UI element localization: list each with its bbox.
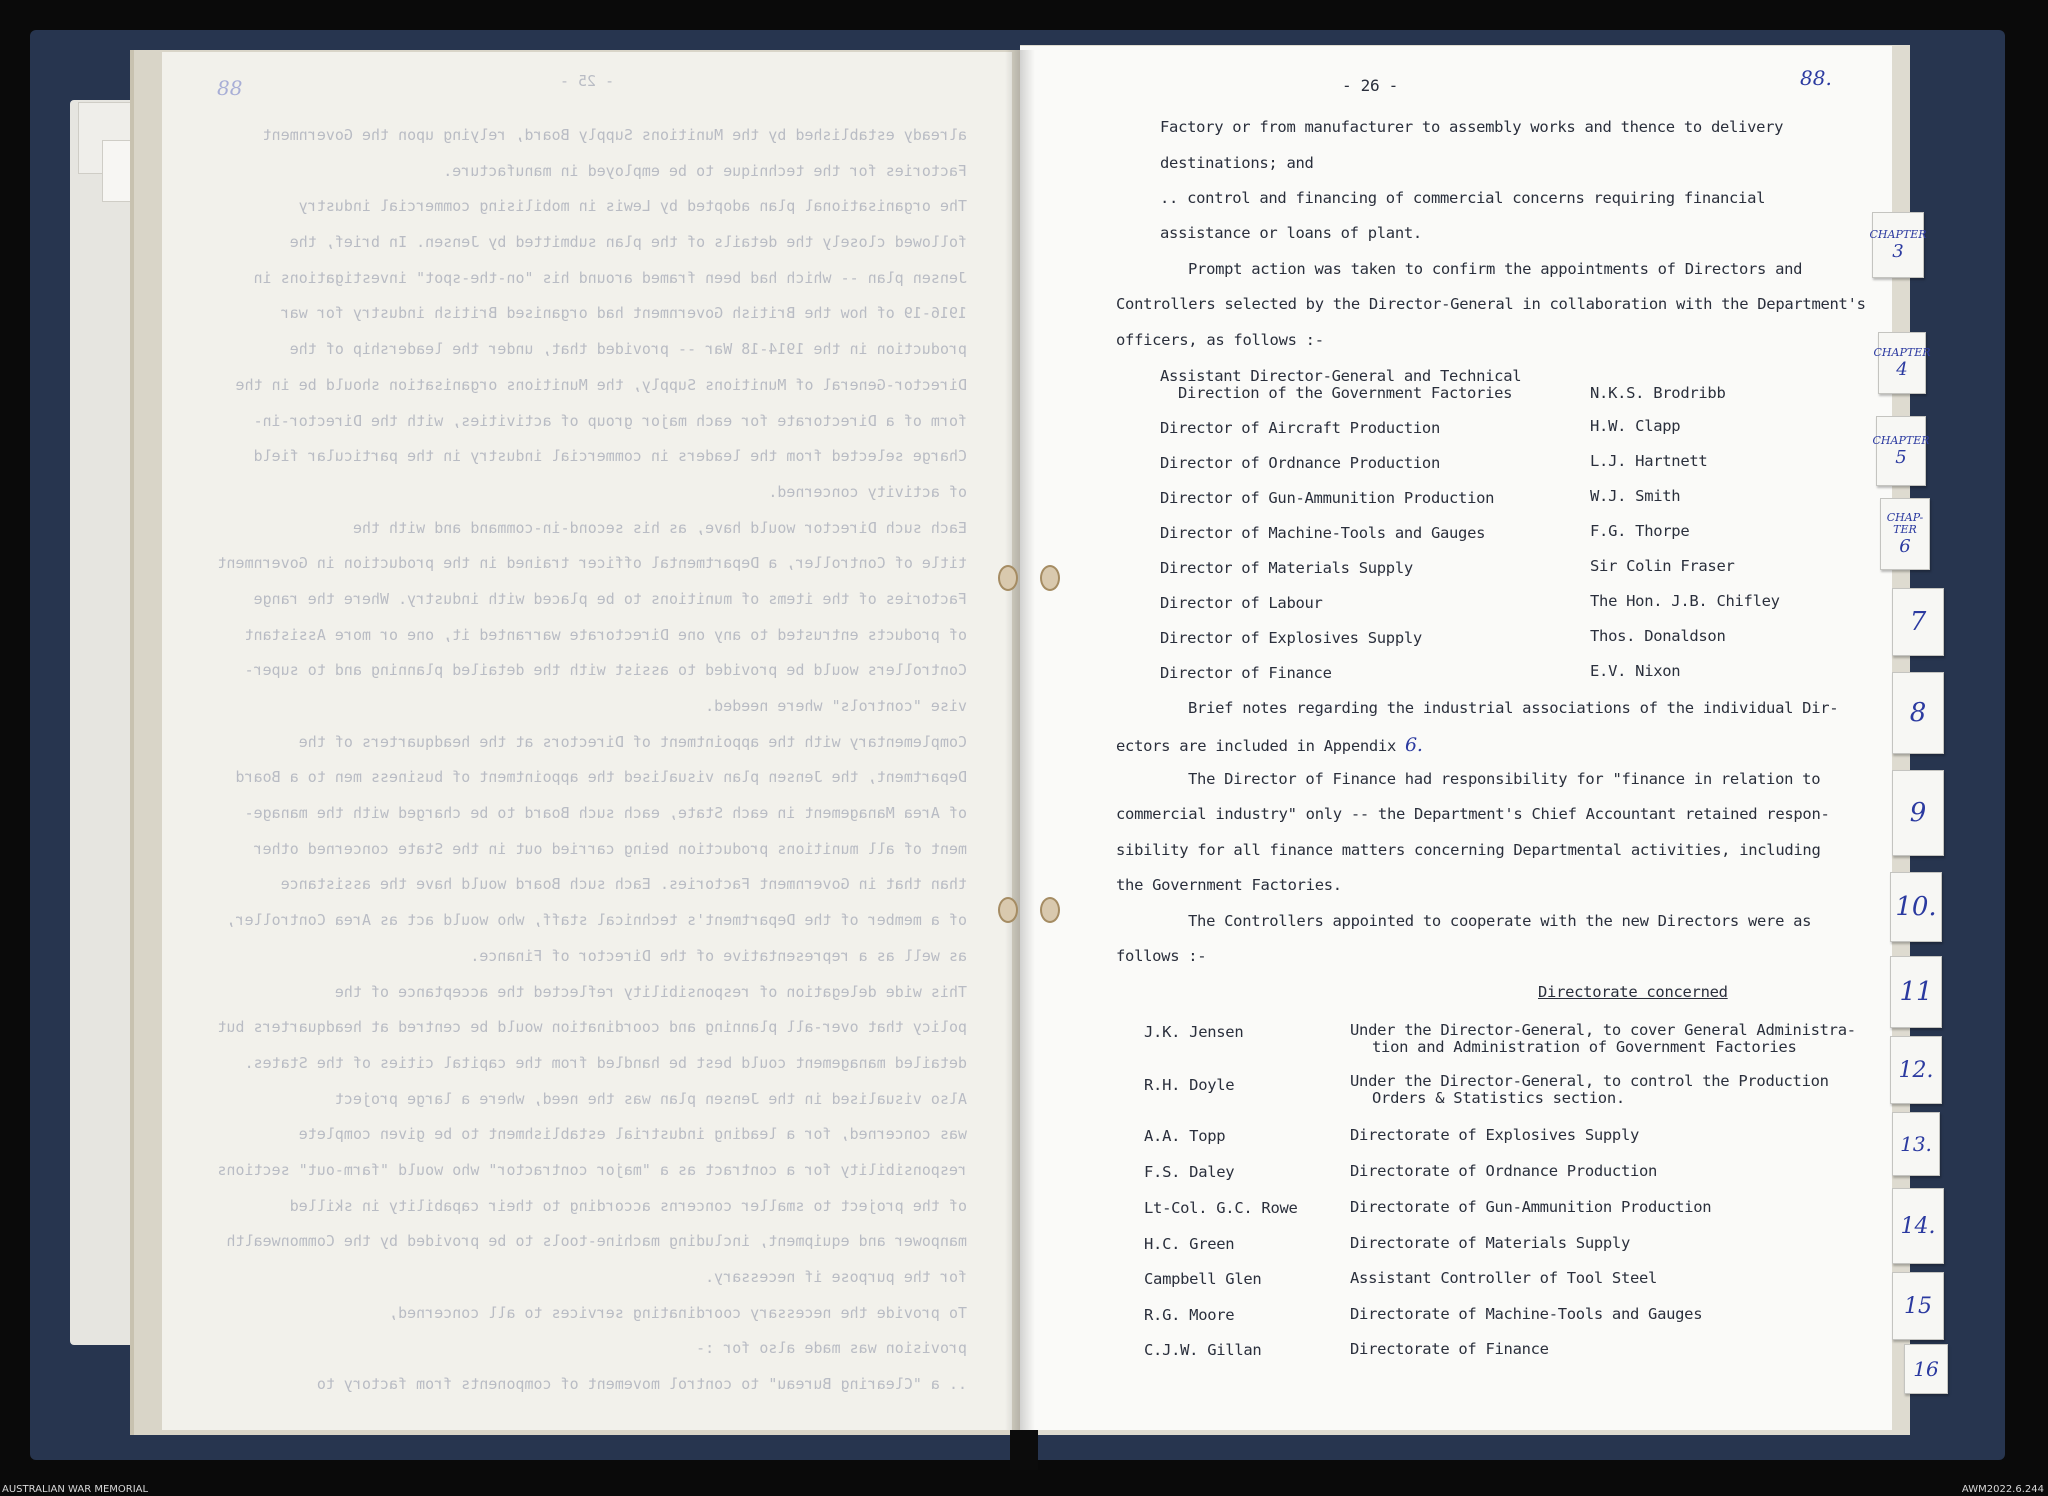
tab-label-number: 7 (1909, 607, 1927, 637)
director-title: Assistant Director-General and Technical (1160, 367, 1522, 385)
tab-label-number: 16 (1913, 1357, 1939, 1381)
tab-chapter-14[interactable] (1892, 1188, 1944, 1264)
tab-label-number: 14. (1900, 1213, 1936, 1239)
archive-reference: AWM2022.6.244 (1961, 1484, 2044, 1495)
director-title: Director of Labour (1160, 594, 1323, 612)
tab-chapter-12[interactable] (1890, 1036, 1942, 1104)
director-title: Director of Materials Supply (1160, 559, 1413, 577)
left-page-line: 1916-19 of how the British Government had organised British industry for war (280, 304, 967, 323)
tab-label-top: CHAPTER (1872, 433, 1930, 447)
left-page-line: of the project to smaller concerns according to their capability in skilled (289, 1196, 967, 1215)
controller-name: F.S. Daley (1144, 1163, 1235, 1181)
tab-label-number: 15 (1904, 1293, 1932, 1319)
controller-name: R.G. Moore (1144, 1306, 1235, 1324)
controller-name: J.K. Jensen (1144, 1023, 1244, 1041)
director-name: F.G. Thorpe (1590, 522, 1690, 540)
left-page-line: This wide delegation of responsibility reflected the acceptance of the (334, 982, 967, 1001)
tab-label-number: 10. (1895, 892, 1937, 922)
tab-chapter-11[interactable] (1890, 956, 1942, 1028)
tab-label-top: CHAPTER (1869, 227, 1927, 241)
left-page-line: detailed management could best be handled from the capital cities of the States. (244, 1053, 967, 1072)
left-page-line: Also visualised in the Jensen plan was the need, where a large project (334, 1089, 967, 1108)
intro-line: destinations; and (1160, 154, 1314, 172)
left-page-line: than that in Government Factories. Each such Board would have the assistance (280, 875, 967, 894)
tab-label-number: 13. (1900, 1132, 1932, 1156)
tab-label-top: CHAP-TER (1886, 510, 1924, 536)
left-page-line: production in the 1914-18 War -- provided that, under the leadership of the (289, 340, 967, 359)
finance-line: sibility for all finance matters concerning Departmental activities, including (1116, 841, 1821, 859)
controller-directorate: Directorate of Ordnance Production (1350, 1162, 1658, 1180)
controller-name: Lt-Col. G.C. Rowe (1144, 1199, 1298, 1217)
punch-hole (1040, 897, 1060, 923)
left-page-line: Factories for the technique to be employed in manufacture. (443, 161, 967, 180)
intro-line: Factory or from manufacturer to assembly works and thence to delivery (1160, 118, 1784, 136)
director-title-continued: Direction of the Government Factories (1178, 384, 1513, 402)
tab-label-number: 11 (1899, 977, 1933, 1007)
controllers-intro-line: The Controllers appointed to cooperate with the new Directors were as (1188, 912, 1812, 930)
controller-directorate: Under the Director-General, to cover General Administra- (1350, 1021, 1856, 1039)
director-name: L.J. Hartnett (1590, 452, 1708, 470)
director-name: W.J. Smith (1590, 487, 1681, 505)
left-page-lines (197, 118, 967, 1403)
controller-directorate: Directorate of Gun-Ammunition Production (1350, 1198, 1712, 1216)
left-page-line: as well as a representative of the Director of Finance. (470, 946, 967, 965)
left-page-line: of products entrusted to any one Directorate warranted it, one or more Assistant (244, 625, 967, 644)
controller-directorate: Directorate of Machine-Tools and Gauges (1350, 1305, 1703, 1323)
director-title: Director of Machine-Tools and Gauges (1160, 524, 1486, 542)
left-page-line: manpower and equipment, including machine-tools to be provided by the Commonwealth (226, 1232, 967, 1251)
controller-name: A.A. Topp (1144, 1127, 1226, 1145)
tab-chapter-3[interactable] (1869, 212, 1927, 278)
left-page-line: Factories of the items of munitions to be placed with industry. Where the range (253, 589, 967, 608)
tab-chapter-10[interactable] (1890, 872, 1942, 942)
director-name: H.W. Clapp (1590, 417, 1681, 435)
right-page-number: - 26 - (1342, 76, 1398, 95)
left-page-bleed-through (162, 52, 1012, 1430)
director-name: Sir Colin Fraser (1590, 557, 1735, 575)
left-page-line: responsibility for a contract as a "major contractor" who would "farm-out" sections (217, 1160, 967, 1179)
controller-directorate-continued: tion and Administration of Government Factories (1372, 1038, 1797, 1056)
tab-chapter-15[interactable] (1892, 1272, 1944, 1340)
director-name: Thos. Donaldson (1590, 627, 1726, 645)
tab-label-top: CHAPTER (1873, 345, 1931, 359)
controller-directorate: Directorate of Explosives Supply (1350, 1126, 1640, 1144)
left-page-line: Charge selected from the leaders in commercial industry in the particular field (253, 447, 967, 466)
appendix-number: 6. (1405, 734, 1423, 756)
director-name: E.V. Nixon (1590, 662, 1681, 680)
bookmark-ribbon (1010, 1430, 1038, 1470)
brief-notes-line (1116, 734, 1423, 756)
intro-line: assistance or loans of plant. (1160, 224, 1422, 242)
left-page-line: ment of all munitions production being carried out in the State concerned other (253, 839, 967, 858)
director-title: Director of Ordnance Production (1160, 454, 1440, 472)
left-page-line: The organisational plan adopted by Lewis in mobilising commercial industry (298, 197, 967, 216)
controller-name: R.H. Doyle (1144, 1076, 1235, 1094)
prompt-line: Controllers selected by the Director-General in collaboration with the Department's (1116, 295, 1866, 313)
tab-chapter-4[interactable] (1873, 332, 1931, 394)
prompt-line: officers, as follows :- (1116, 331, 1324, 349)
finance-line: the Government Factories. (1116, 876, 1342, 894)
tab-label-number: 9 (1909, 798, 1927, 828)
left-page-line: followed closely the details of the plan submitted by Jensen. In brief, the (289, 233, 967, 252)
director-title: Director of Aircraft Production (1160, 419, 1440, 437)
tab-label-number: 4 (1896, 358, 1908, 380)
left-page-line: Director-General of Munitions Supply, the Munitions organisation should be in the (235, 375, 967, 394)
left-handwritten-folio: 88 (217, 76, 243, 100)
left-page-line: of Area Management in each State, each such Board to be charged with the manage- (244, 804, 967, 823)
prompt-line: Prompt action was taken to confirm the appointments of Directors and (1188, 260, 1803, 278)
tab-chapter-16[interactable] (1904, 1344, 1948, 1394)
tab-chapter-8[interactable] (1892, 672, 1944, 754)
director-title: Director of Gun-Ammunition Production (1160, 489, 1495, 507)
tab-chapter-9[interactable] (1892, 770, 1944, 856)
brief-notes-line: Brief notes regarding the industrial associations of the individual Dir- (1188, 699, 1839, 717)
left-page-line: Complementary with the appointment of Directors at the headquarters of the (298, 732, 967, 751)
left-page-line: of activity concerned. (768, 482, 967, 501)
tab-label-number: 8 (1909, 698, 1927, 728)
director-name: N.K.S. Brodribb (1590, 384, 1726, 402)
controller-directorate: Under the Director-General, to control the Production (1350, 1072, 1829, 1090)
left-page-line: .. a "Clearing Bureau" to control movement of components from factory to (316, 1375, 967, 1394)
tab-chapter-5[interactable] (1872, 416, 1930, 486)
intro-line: .. control and financing of commercial concerns requiring financial (1160, 189, 1766, 207)
tab-chapter-13[interactable] (1892, 1112, 1940, 1176)
punch-hole (1040, 565, 1060, 591)
left-page-line: for the purpose if necessary. (705, 1268, 967, 1286)
controller-directorate: Directorate of Finance (1350, 1340, 1549, 1358)
left-page-line: title of Controller, a Departmental officer trained in the production in Government (217, 554, 967, 573)
left-page-line: vise "controls" where needed. (705, 697, 967, 715)
finance-line: The Director of Finance had responsibility for "finance in relation to (1188, 770, 1821, 788)
left-page-line: provision was made also for :- (696, 1339, 967, 1358)
controller-name: Campbell Glen (1144, 1270, 1262, 1288)
directorate-header: Directorate concerned (1538, 983, 1728, 1001)
tab-label-number: 12. (1898, 1057, 1934, 1083)
left-page-line: Controllers would be provided to assist with the detailed planning and to super- (244, 661, 967, 680)
tab-label-number: 6 (1899, 535, 1911, 557)
controller-directorate: Directorate of Materials Supply (1350, 1234, 1630, 1252)
left-page-line: Each such Director would have, as his second-in-command and with the (352, 518, 967, 537)
director-name: The Hon. J.B. Chifley (1590, 592, 1780, 610)
left-page-line: policy that over-all planning and coordination would be centred at headquarters but (217, 1018, 967, 1037)
left-page-line: Department, the Jensen plan visualised the appointment of business men to a Board (235, 768, 967, 787)
punch-hole (998, 565, 1018, 591)
archive-credit: AUSTRALIAN WAR MEMORIAL (2, 1484, 149, 1495)
controller-name: C.J.W. Gillan (1144, 1341, 1262, 1359)
tab-chapter-7[interactable] (1892, 588, 1944, 656)
controller-directorate-continued: Orders & Statistics section. (1372, 1089, 1625, 1107)
left-page-line: was concerned, for a leading industrial establishment to be given complete (298, 1125, 967, 1144)
controllers-intro-line: follows :- (1116, 947, 1207, 965)
left-page-line: already established by the Munitions Supply Board, relying upon the Government (262, 126, 967, 144)
controller-directorate: Assistant Controller of Tool Steel (1350, 1269, 1658, 1287)
book-gutter (1005, 50, 1035, 1430)
left-page-number: - 25 - (559, 72, 615, 90)
director-title: Director of Explosives Supply (1160, 629, 1422, 647)
right-page (1020, 46, 1892, 1430)
punch-hole (998, 897, 1018, 923)
left-page-line: form of a Directorate for each major group of activities, with the Director-in- (253, 411, 967, 430)
controller-name: H.C. Green (1144, 1235, 1235, 1253)
tab-label-number: 3 (1892, 240, 1904, 262)
left-page-line: of a member of the Department's technical staff, who would act as Area Controller, (226, 911, 967, 930)
finance-line: commercial industry" only -- the Department's Chief Accountant retained respon- (1116, 805, 1830, 823)
right-handwritten-folio: 88. (1800, 66, 1832, 90)
director-title: Director of Finance (1160, 664, 1332, 682)
brief-notes-text: ectors are included in Appendix (1116, 737, 1396, 755)
tab-label-number: 5 (1895, 446, 1907, 468)
left-page-line: Jensen plan -- which had been framed around his "on-the-spot" investigations in (253, 268, 967, 287)
left-page-line: To provide the necessary coordinating services to all concerned, (389, 1303, 967, 1322)
left-page (162, 52, 1012, 1430)
tab-chapter-6[interactable] (1880, 498, 1930, 570)
